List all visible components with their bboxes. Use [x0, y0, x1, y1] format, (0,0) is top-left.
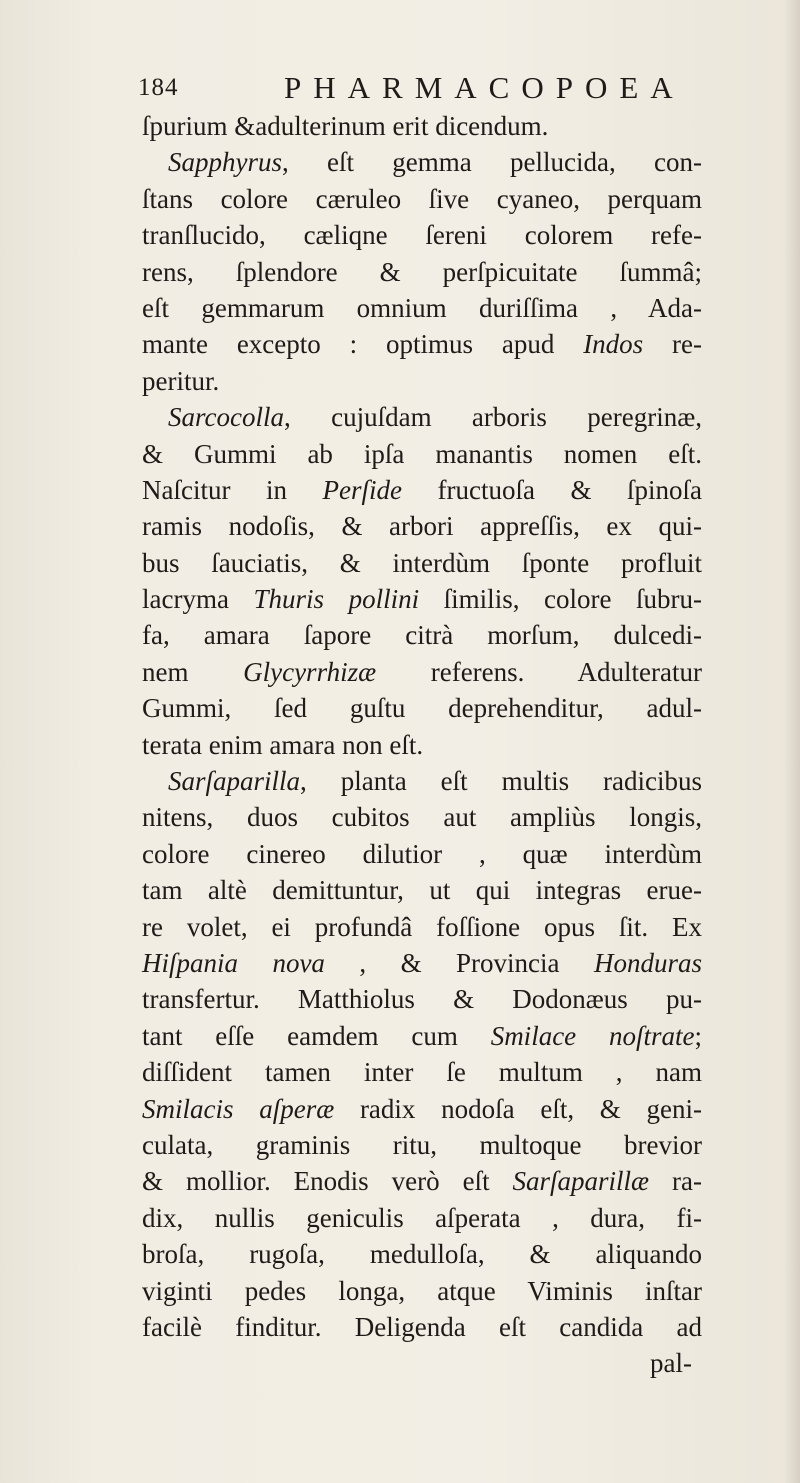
- text-line: [142, 181, 702, 217]
- text-line: [142, 108, 702, 144]
- text-segment: ſpurium &adulterinum erit dicendum.: [142, 111, 549, 141]
- text-segment: fructuoſa & ſpinoſa: [402, 474, 702, 505]
- catchword: pal-: [650, 1348, 692, 1379]
- text-line: [142, 508, 702, 544]
- text-segment: & Gummi ab ipſa manantis nomen eſt.: [142, 438, 702, 469]
- text-segment: colore cinereo dilutior , quæ interdùm: [142, 838, 702, 869]
- text-line: [142, 545, 702, 581]
- text-line: [142, 654, 702, 690]
- italic-term: Sarſaparillæ: [512, 1166, 650, 1197]
- text-segment: ramis nodoſis, & arbori appreſſis, ex qui-: [142, 511, 702, 542]
- italic-term: Perſide: [322, 474, 402, 505]
- text-line: [142, 290, 702, 326]
- text-segment: fa, amara ſapore citrà morſum, dulcedi-: [142, 620, 702, 651]
- text-segment: , cujuſdam arboris peregrinæ,: [283, 402, 702, 433]
- italic-term: Indos: [583, 329, 644, 360]
- text-line: [142, 363, 702, 399]
- text-line: [142, 945, 702, 981]
- text-line: [142, 144, 702, 180]
- text-segment: bus ſauciatis, & interdùm ſponte profluit: [142, 547, 702, 578]
- text-line: [142, 799, 702, 835]
- text-segment: eſt gemmarum omnium duriſſima , Ada-: [142, 292, 702, 323]
- text-line: [142, 436, 702, 472]
- text-segment: referens. Adulteratur: [376, 656, 702, 687]
- text-line: [142, 581, 702, 617]
- text-segment: ſtans colore cæruleo ſive cyaneo, perquam: [142, 183, 702, 214]
- text-line: [142, 1236, 702, 1272]
- text-line: [142, 1309, 702, 1345]
- text-segment: peritur.: [142, 365, 220, 396]
- text-segment: & mollior. Enodis verò eſt: [142, 1166, 513, 1197]
- text-segment: facilè finditur. Deligenda eſt candida ad: [142, 1311, 702, 1342]
- text-line: [142, 617, 702, 653]
- page-edge-shadow: [784, 0, 800, 1483]
- text-line: [142, 872, 702, 908]
- page-header: [138, 70, 698, 110]
- text-segment: re volet, ei profundâ foſſione opus ſit. Ex: [142, 911, 702, 942]
- text-line: [142, 217, 702, 253]
- text-segment: , eſt gemma pellucida, con-: [282, 147, 702, 178]
- italic-term: Sarſaparilla: [168, 766, 301, 797]
- text-line: [142, 1127, 702, 1163]
- italic-term: Sapphyrus: [168, 147, 282, 178]
- text-segment: viginti pedes longa, atque Viminis inſtar: [142, 1275, 702, 1306]
- text-line: [142, 836, 702, 872]
- text-segment: Naſcitur in: [142, 474, 323, 505]
- text-segment: ;: [694, 1020, 702, 1051]
- body-text: [142, 108, 702, 1382]
- text-segment: mante excepto : optimus apud: [142, 329, 584, 360]
- text-segment: tam altè demittuntur, ut qui integras erue-: [142, 875, 702, 906]
- text-line: [142, 981, 702, 1017]
- text-line: [142, 1200, 702, 1236]
- italic-term: Glycyrrhizæ: [243, 656, 377, 687]
- text-line: [142, 1091, 702, 1127]
- running-title: PHARMACOPOEA: [284, 70, 685, 105]
- text-line: [142, 1018, 702, 1054]
- text-segment: radix nodoſa eſt, & geni-: [334, 1093, 702, 1124]
- text-segment: ra-: [649, 1166, 702, 1197]
- italic-term: Thuris pollini: [253, 584, 420, 615]
- text-line: [142, 763, 702, 799]
- text-segment: broſa, rugoſa, medulloſa, & aliquando: [142, 1239, 702, 1270]
- text-line: [142, 326, 702, 362]
- text-segment: lacryma: [142, 584, 254, 615]
- text-line: [142, 399, 702, 435]
- italic-term: Honduras: [593, 947, 702, 978]
- text-segment: , & Provincia: [324, 947, 594, 978]
- text-segment: diſſident tamen inter ſe multum , nam: [142, 1057, 702, 1088]
- text-line: [142, 1273, 702, 1309]
- text-segment: re-: [643, 329, 703, 360]
- text-line: [142, 1163, 702, 1199]
- text-segment: ſimilis, colore ſubru-: [419, 584, 703, 615]
- italic-term: Smilace noſtrate: [490, 1020, 695, 1051]
- text-segment: nitens, duos cubitos aut ampliùs longis,: [142, 802, 702, 833]
- text-line: [142, 254, 702, 290]
- text-line: [142, 909, 702, 945]
- text-segment: tant eſſe eamdem cum: [142, 1020, 491, 1051]
- text-segment: , planta eſt multis radicibus: [300, 766, 702, 797]
- italic-term: Hiſpania nova: [142, 947, 325, 978]
- text-segment: culata, graminis ritu, multoque brevior: [142, 1129, 702, 1160]
- text-line: [142, 472, 702, 508]
- text-segment: transfertur. Matthiolus & Dodonæus pu-: [142, 984, 702, 1015]
- text-segment: rens, ſplendore & perſpicuitate ſummâ;: [142, 256, 702, 287]
- text-segment: dix, nullis geniculis aſperata , dura, fi-: [142, 1202, 702, 1233]
- text-line: [142, 1054, 702, 1090]
- text-segment: Gummi, ſed guſtu deprehenditur, adul-: [142, 693, 702, 724]
- italic-term: Smilacis aſperæ: [142, 1093, 335, 1124]
- text-line: [142, 690, 702, 726]
- text-segment: terata enim amara non eſt.: [142, 729, 424, 760]
- text-segment: tranſlucido, cæliqne ſereni colorem refe-: [142, 220, 702, 251]
- page-number: 184: [138, 74, 179, 101]
- text-segment: nem: [142, 656, 244, 687]
- italic-term: Sarcocolla: [168, 402, 284, 433]
- text-line: [142, 727, 702, 763]
